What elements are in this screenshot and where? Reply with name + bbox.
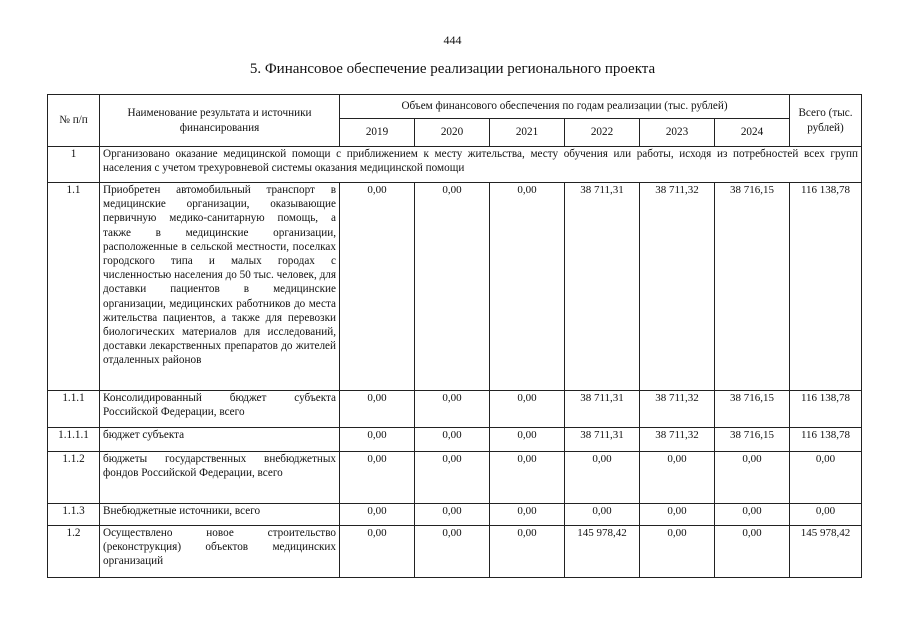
header-year: 2021 (490, 119, 565, 147)
value-2024: 0,00 (715, 504, 790, 526)
value-2020: 0,00 (415, 391, 490, 428)
row-name: Осуществлено новое строительство (реконструкция) объектов медицинских организаций (100, 526, 340, 578)
value-2021: 0,00 (490, 452, 565, 504)
value-2020: 0,00 (415, 526, 490, 578)
value-total: 116 138,78 (790, 391, 862, 428)
header-year: 2022 (565, 119, 640, 147)
section-row-text: Организовано оказание медицинской помощи с приближением к месту жительства, месту обучения или работы, исходя из потребностей всех групп населения с учетом трехуровневой системы оказания медицинской помощи (100, 147, 862, 183)
header-year: 2020 (415, 119, 490, 147)
value-2021: 0,00 (490, 526, 565, 578)
table-row (48, 391, 862, 428)
value-2023: 38 711,32 (640, 391, 715, 428)
row-num: 1 (48, 147, 100, 183)
row-name: Консолидированный бюджет субъекта Российской Федерации, всего (100, 391, 340, 428)
value-total: 0,00 (790, 452, 862, 504)
value-2019: 0,00 (340, 526, 415, 578)
value-total: 145 978,42 (790, 526, 862, 578)
value-2023: 0,00 (640, 526, 715, 578)
value-2022: 0,00 (565, 504, 640, 526)
row-num: 1.1.3 (48, 504, 100, 526)
value-2020: 0,00 (415, 428, 490, 452)
value-2021: 0,00 (490, 504, 565, 526)
page-number: 444 (443, 33, 462, 47)
section-title: 5. Финансовое обеспечение реализации регионального проекта (249, 61, 656, 77)
value-total: 116 138,78 (790, 428, 862, 452)
value-2023: 0,00 (640, 504, 715, 526)
value-2020: 0,00 (415, 183, 490, 391)
row-name: Внебюджетные источники, всего (100, 504, 340, 526)
value-2019: 0,00 (340, 428, 415, 452)
value-2022: 38 711,31 (565, 391, 640, 428)
financing-table (47, 94, 862, 578)
value-2022: 38 711,31 (565, 183, 640, 391)
table-row (48, 428, 862, 452)
header-year: 2024 (715, 119, 790, 147)
value-2023: 0,00 (640, 452, 715, 504)
section-row (48, 147, 862, 183)
value-2021: 0,00 (490, 183, 565, 391)
table-row (48, 504, 862, 526)
value-2020: 0,00 (415, 504, 490, 526)
value-total: 0,00 (790, 504, 862, 526)
header-name: Наименование результата и источники финансирования (100, 95, 340, 147)
value-2019: 0,00 (340, 504, 415, 526)
value-2024: 0,00 (715, 452, 790, 504)
header-year: 2019 (340, 119, 415, 147)
value-2023: 38 711,32 (640, 183, 715, 391)
value-2019: 0,00 (340, 452, 415, 504)
row-num: 1.1.2 (48, 452, 100, 504)
header-year: 2023 (640, 119, 715, 147)
value-2022: 0,00 (565, 452, 640, 504)
value-2022: 38 711,31 (565, 428, 640, 452)
row-num: 1.1.1.1 (48, 428, 100, 452)
value-2022: 145 978,42 (565, 526, 640, 578)
value-2023: 38 711,32 (640, 428, 715, 452)
value-2024: 0,00 (715, 526, 790, 578)
table-row (48, 183, 862, 391)
value-2024: 38 716,15 (715, 183, 790, 391)
value-2021: 0,00 (490, 391, 565, 428)
value-2019: 0,00 (340, 183, 415, 391)
value-2020: 0,00 (415, 452, 490, 504)
row-num: 1.1 (48, 183, 100, 391)
row-num: 1.2 (48, 526, 100, 578)
value-2019: 0,00 (340, 391, 415, 428)
header-volume: Объем финансового обеспечения по годам реализации (тыс. рублей) (340, 95, 790, 119)
header-total: Всего (тыс. рублей) (790, 95, 862, 147)
table-row (48, 526, 862, 578)
value-2024: 38 716,15 (715, 391, 790, 428)
row-name: бюджет субъекта (100, 428, 340, 452)
row-name: Приобретен автомобильный транспорт в медицинские организации, оказывающие первичную медико-санитарную помощь, а также в медицинские организации, расположенные в сельской местности, поселках городского типа и малых городах с численностью населения до 50 тыс. человек, для доставки пациентов в медицинские организации, медицинских работников до места жительства пациентов, а также для перевозки биологических материалов для исследований, доставки лекарственных препаратов до жителей отдаленных районов (100, 183, 340, 391)
row-num: 1.1.1 (48, 391, 100, 428)
table-row (48, 452, 862, 504)
value-total: 116 138,78 (790, 183, 862, 391)
header-num: № п/п (48, 95, 100, 147)
value-2024: 38 716,15 (715, 428, 790, 452)
row-name: бюджеты государственных внебюджетных фондов Российской Федерации, всего (100, 452, 340, 504)
value-2021: 0,00 (490, 428, 565, 452)
